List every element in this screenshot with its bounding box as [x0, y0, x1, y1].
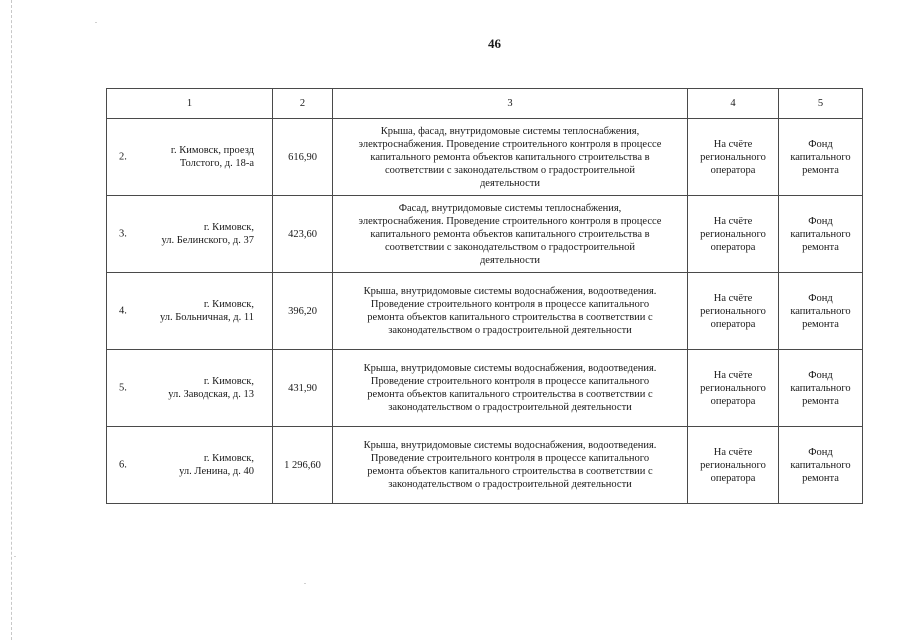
- address-text: г. Кимовск, ул. Больничная, д. 11: [159, 299, 254, 323]
- table-row: [107, 350, 863, 427]
- column-header-5: 5: [779, 89, 863, 119]
- table-row: [107, 119, 863, 196]
- funding-source: Фонд капитального ремонта: [779, 350, 863, 427]
- account-holder: На счёте регионального оператора: [688, 350, 779, 427]
- funding-source: Фонд капитального ремонта: [779, 196, 863, 273]
- address-text: г. Кимовск, ул. Белинского, д. 37: [161, 222, 254, 246]
- row-number: 3.: [119, 228, 127, 240]
- scan-speck: [304, 583, 306, 584]
- account-holder: На счёте регионального оператора: [688, 273, 779, 350]
- scan-speck: [95, 22, 97, 23]
- works-description: Крыша, внутридомовые системы водоснабжения, водоотведения. Проведение строительного контроля в процессе капитального ремонта объектов капитального строительства в соответствии с законодательством о градостроительной деятельности: [333, 273, 688, 350]
- address-cell: [107, 350, 273, 427]
- works-table: [106, 88, 863, 504]
- address-text: г. Кимовск, проезд Толстого, д. 18-а: [170, 145, 254, 169]
- column-header-1: 1: [107, 89, 273, 119]
- area-value: 423,60: [273, 196, 333, 273]
- row-number: 4.: [119, 305, 127, 317]
- works-description: Крыша, внутридомовые системы водоснабжения, водоотведения. Проведение строительного контроля в процессе капитального ремонта объектов капитального строительства в соответствии с законодательством о градостроительной деятельности: [333, 427, 688, 504]
- row-number: 6.: [119, 459, 127, 471]
- works-description: Фасад, внутридомовые системы теплоснабжения, электроснабжения. Проведение строительного контроля в процессе капитального ремонта объектов капитального строительства в соответствии с законодательством о градостроительной деятельности: [333, 196, 688, 273]
- column-header-4: 4: [688, 89, 779, 119]
- address-cell: [107, 427, 273, 504]
- area-value: 396,20: [273, 273, 333, 350]
- table-row: [107, 427, 863, 504]
- address-cell: [107, 273, 273, 350]
- works-description: Крыша, фасад, внутридомовые системы теплоснабжения, электроснабжения. Проведение строительного контроля в процессе капитального ремонта объектов капитального строительства в соответствии с законодательством о градостроительной деятельности: [333, 119, 688, 196]
- account-holder: На счёте регионального оператора: [688, 119, 779, 196]
- funding-source: Фонд капитального ремонта: [779, 119, 863, 196]
- scan-speck: [14, 556, 16, 557]
- area-value: 1 296,60: [273, 427, 333, 504]
- account-holder: На счёте регионального оператора: [688, 196, 779, 273]
- area-value: 431,90: [273, 350, 333, 427]
- area-value: 616,90: [273, 119, 333, 196]
- column-header-3: 3: [333, 89, 688, 119]
- funding-source: Фонд капитального ремонта: [779, 427, 863, 504]
- address-text: г. Кимовск, ул. Ленина, д. 40: [179, 453, 254, 477]
- address-text: г. Кимовск, ул. Заводская, д. 13: [168, 376, 254, 400]
- table-header-row: [107, 89, 863, 119]
- column-header-2: 2: [273, 89, 333, 119]
- row-number: 2.: [119, 151, 127, 163]
- funding-source: Фонд капитального ремонта: [779, 273, 863, 350]
- scan-edge-line: [11, 0, 12, 640]
- row-number: 5.: [119, 382, 127, 394]
- table-row: [107, 196, 863, 273]
- address-cell: [107, 119, 273, 196]
- page-number: 46: [488, 36, 501, 51]
- works-description: Крыша, внутридомовые системы водоснабжения, водоотведения. Проведение строительного контроля в процессе капитального ремонта объектов капитального строительства в соответствии с законодательством о градостроительной деятельности: [333, 350, 688, 427]
- table-row: [107, 273, 863, 350]
- account-holder: На счёте регионального оператора: [688, 427, 779, 504]
- address-cell: [107, 196, 273, 273]
